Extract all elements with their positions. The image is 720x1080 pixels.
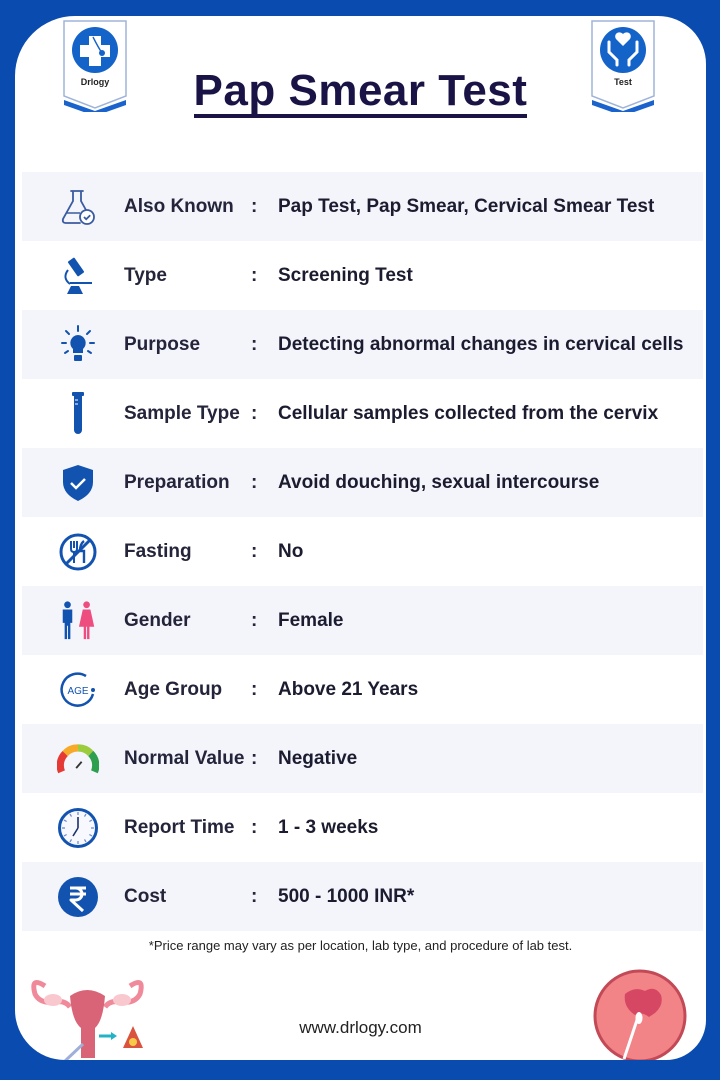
info-row-gender [22,586,703,655]
row-key: Cost [124,885,167,907]
rupee-icon [57,876,99,918]
info-row-sample-type [22,379,703,448]
row-value: 1 - 3 weeks [278,816,379,838]
row-value: Female [278,609,344,631]
row-colon: : [251,264,258,286]
row-colon: : [251,402,258,424]
row-value: Pap Test, Pap Smear, Cervical Smear Test [278,195,655,217]
gender-icon [57,600,99,642]
row-colon: : [251,747,258,769]
row-key: Fasting [124,540,192,562]
row-colon: : [251,816,258,838]
info-row-also-known [22,172,703,241]
no-food-icon [57,531,99,573]
row-value: 500 - 1000 INR* [278,885,415,907]
test-tube-icon [57,393,99,435]
gauge-icon [57,738,99,780]
row-key: Report Time [124,816,235,838]
lightbulb-icon [57,324,99,366]
row-value: Avoid douching, sexual intercourse [278,471,600,493]
cervix-swab-illustration-icon [590,964,690,1060]
row-key: Normal Value [124,747,245,769]
flask-check-icon [57,186,99,228]
page-title: Pap Smear Test [15,66,706,118]
row-colon: : [251,333,258,355]
row-value: Cellular samples collected from the cervix [278,402,659,424]
info-row-normal-value [22,724,703,793]
clock-icon [57,807,99,849]
info-row-cost [22,862,703,931]
row-colon: : [251,471,258,493]
row-key: Gender [124,609,191,631]
row-key: Type [124,264,167,286]
website-link[interactable]: www.drlogy.com [299,1018,422,1037]
info-row-type [22,241,703,310]
info-card [15,16,706,1060]
row-key: Purpose [124,333,201,355]
svg-text:AGE: AGE [67,686,89,697]
row-value: Screening Test [278,264,413,286]
row-colon: : [251,885,258,907]
row-value: No [278,540,304,562]
row-value: Negative [278,747,358,769]
row-key: Sample Type [124,402,240,424]
microscope-icon [57,255,99,297]
info-row-preparation [22,448,703,517]
row-colon: : [251,195,258,217]
row-value: Above 21 Years [278,678,419,700]
info-row-fasting [22,517,703,586]
info-row-age-group [22,655,703,724]
row-value: Detecting abnormal changes in cervical cells [278,333,684,355]
info-table [22,172,703,931]
row-key: Also Known [124,195,234,217]
row-colon: : [251,609,258,631]
uterus-illustration-icon [25,966,150,1060]
age-icon [57,669,99,711]
row-colon: : [251,678,258,700]
shield-check-icon [57,462,99,504]
right-badge-label: Test [614,77,632,87]
row-key: Age Group [124,678,223,700]
left-badge-label: Drlogy [80,77,110,87]
price-footnote: *Price range may vary as per location, lab type, and procedure of lab test. [148,938,573,953]
row-key: Preparation [124,471,230,493]
info-row-purpose [22,310,703,379]
info-row-report-time [22,793,703,862]
row-colon: : [251,540,258,562]
